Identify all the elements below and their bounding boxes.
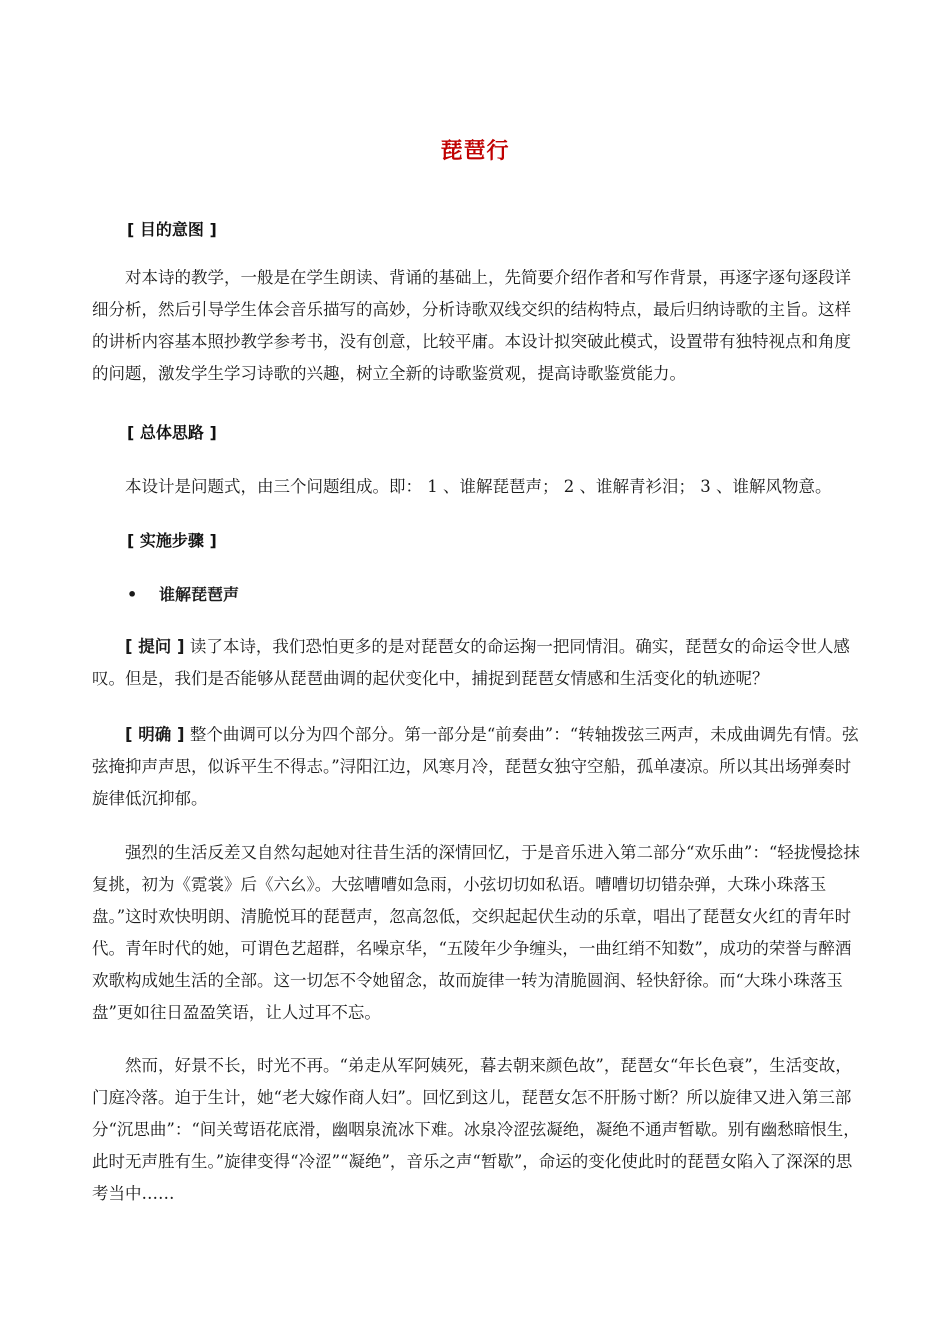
paragraph-joy: 强烈的生活反差又自然勾起她对往昔生活的深情回忆，于是音乐进入第二部分“欢乐曲”：“轻拢慢捻抹复挑，初为《霓裳》后《六幺》。大弦嘈嘈如急雨，小弦切切如私语。嘈嘈切切错杂弹，大珠小珠落玉盘。”这时欢快明朗、清脆悦耳的琵琶声，忽高忽低，交织起起伏生动的乐章，唱出了琵琶女火红的青年时代。青年时代的她，可谓色艺超群，名噪京华，“五陵年少争缠头，一曲红绡不知数”，成功的荣誉与醉酒欢歌构成她生活的全部。这一切怎不令她留念，故而旋律一转为清脆圆润、轻快舒徐。而“大珠小珠落玉盘”更如往日盈盈笑语，让人过耳不忘。 <box>92 843 860 1022</box>
paragraph-question <box>92 631 860 695</box>
heading-overall: [ 总体思路 ] <box>127 423 217 442</box>
bullet-symbol: • <box>127 585 138 604</box>
paragraph-answer <box>92 719 860 815</box>
paragraph-sorrow: 然而，好景不长，时光不再。“弟走从军阿姨死，暮去朝来颜色故”，琵琶女“年长色衰”，生活变故，门庭冷落。迫于生计，她“老大嫁作商人妇”。回忆到这儿，琵琶女怎不肝肠寸断？所以旋律又进入第三部分“沉思曲”：“间关莺语花底滑，幽咽泉流冰下难。冰泉冷涩弦凝绝，凝绝不通声暂歇。别有幽愁暗恨生，此时无声胜有生。”旋律变得“冷涩”“凝绝”，音乐之声“暂歇”，命运的变化使此时的琵琶女陷入了深深的思考当中…… <box>92 1056 860 1203</box>
answer-label: [ 明确 ] <box>125 725 185 744</box>
bullet-title: 谁解琵琶声 <box>159 585 240 604</box>
question-text: 读了本诗，我们恐怕更多的是对琵琶女的命运掬一把同情泪。确实，琵琶女的命运令世人感叹。但是，我们是否能够从琵琶曲调的起伏变化中，捕捉到琵琶女情感和生活变化的轨迹呢？ <box>92 637 850 688</box>
heading-purpose: [ 目的意图 ] <box>127 220 217 239</box>
paragraph-overall: 本设计是问题式，由三个问题组成。即： 1 、谁解琵琶声； 2 、谁解青衫泪； 3 、谁解风物意。 <box>125 477 832 496</box>
bullet-item <box>127 582 239 605</box>
question-label: [ 提问 ] <box>125 637 185 656</box>
page-title: 琵琶行 <box>440 139 510 164</box>
paragraph-purpose: 对本诗的教学，一般是在学生朗读、背诵的基础上，先简要介绍作者和写作背景，再逐字逐句逐段详细分析，然后引导学生体会音乐描写的高妙，分析诗歌双线交织的结构特点，最后归纳诗歌的主旨。这样的讲析内容基本照抄教学参考书，没有创意，比较平庸。本设计拟突破此模式，设置带有独特视点和角度的问题，激发学生学习诗歌的兴趣，树立全新的诗歌鉴赏观，提高诗歌鉴赏能力。 <box>92 268 851 383</box>
answer-text: 整个曲调可以分为四个部分。第一部分是“前奏曲”：“转轴拨弦三两声，未成曲调先有情。弦弦掩抑声声思，似诉平生不得志。”浔阳江边，风寒月冷，琵琶女独守空船，孤单凄凉。所以其出场弹奏时旋律低沉抑郁。 <box>92 725 859 808</box>
heading-steps: [ 实施步骤 ] <box>127 531 217 550</box>
